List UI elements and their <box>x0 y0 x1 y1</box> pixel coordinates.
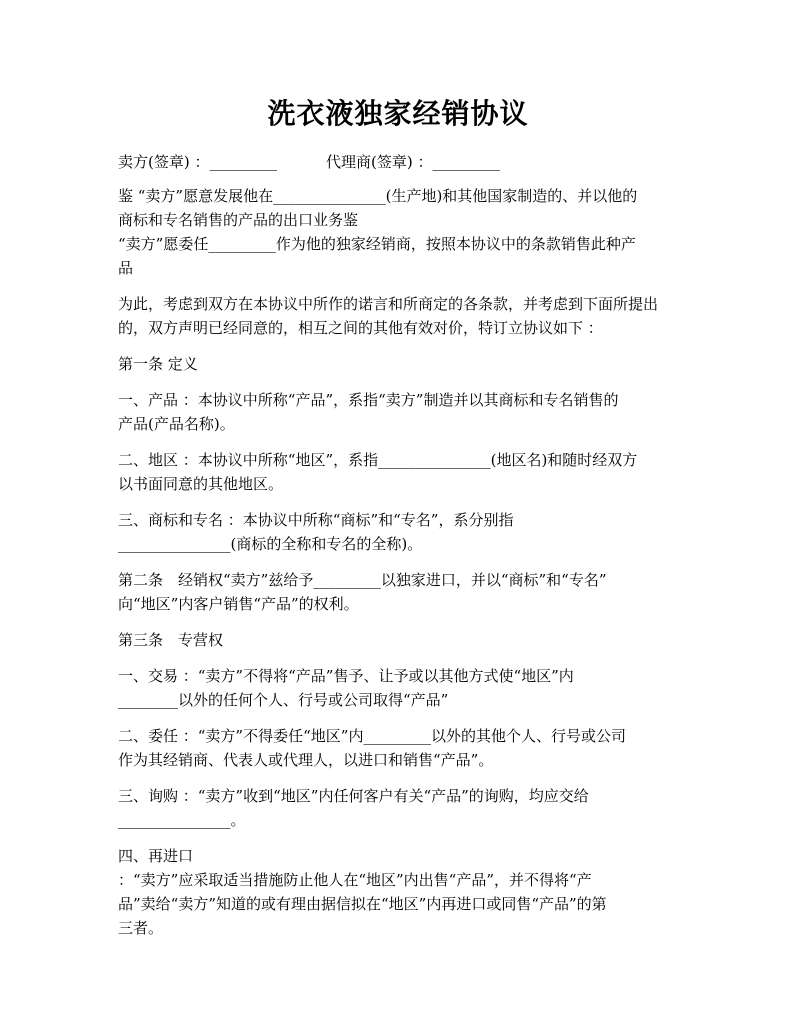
clause-line: 三者。 <box>118 919 164 937</box>
clause-line: 二、委任 ：“卖方”不得委任“地区”内_________以外的其他个人、行号或公司 <box>118 727 626 745</box>
agent-signature: 代理商(签章) ：_________ <box>326 153 500 171</box>
article-heading: 第一条 定义 <box>118 355 198 373</box>
clause-line: _______________(商标的全称和专名的全称)。 <box>118 535 423 553</box>
clause-heading: 四、再进口 <box>118 847 194 865</box>
clause-line: 三、商标和专名 ：本协议中所称“商标”和“专名”，系分别指 <box>118 511 514 529</box>
clause-line: ：“卖方”应采取适当措施防止他人在“地区”内出售“产品”，并不得将“产 <box>118 871 592 889</box>
preamble-line: 商标和专名销售的产品的出口业务鉴 <box>118 211 359 229</box>
recital-line: 的，双方声明已经同意的，相互之间的其他有效对价，特订立协议如下 ： <box>118 319 603 337</box>
clause-line: 一、交易 ：“卖方”不得将“产品”售予、让予或以其他方式使“地区”内 <box>118 667 574 685</box>
clause-line: 以书面同意的其他地区。 <box>118 475 284 493</box>
clause-line: 二、地区 ：本协议中所称“地区”，系指_______________(地区名)和随时经双方 <box>118 451 638 469</box>
clause-line: ________以外的任何个人、行号或公司取得“产品” <box>118 691 449 709</box>
preamble-line: “卖方”愿委任_________作为他的独家经销商，按照本协议中的条款销售此种产 <box>118 235 636 253</box>
preamble-line: 鉴 “卖方”愿意发展他在_______________(生产地)和其他国家制造的、并以他的 <box>118 187 638 205</box>
clause-line: _______________。 <box>118 811 246 829</box>
recital-line: 为此，考虑到双方在本协议中所作的诺言和所商定的各条款，并考虑到下面所提出 <box>118 295 659 313</box>
article-heading: 第三条 专营权 <box>118 631 224 649</box>
clause-line: 产品(产品名称)。 <box>118 415 235 433</box>
article-line: 第二条 经销权“卖方”兹给予_________以独家进口，并以“商标”和“专名” <box>118 571 607 589</box>
clause-line: 三、询购 ：“卖方”收到“地区”内任何客户有关“产品”的询购，均应交给 <box>118 787 589 805</box>
article-line: 向“地区”内客户销售“产品”的权利。 <box>118 595 359 613</box>
clause-line: 品”卖给“卖方”知道的或有理由据信拟在“地区”内再进口或同售“产品”的第 <box>118 895 607 913</box>
preamble-line: 品 <box>118 259 134 277</box>
clause-line: 作为其经销商、代表人或代理人，以进口和销售“产品”。 <box>118 751 494 769</box>
clause-line: 一、产品 ：本协议中所称“产品”，系指“卖方”制造并以其商标和专名销售的 <box>118 391 619 409</box>
document-title: 洗衣液独家经销协议 <box>267 97 529 130</box>
seller-signature: 卖方(签章) ：_________ <box>118 153 277 171</box>
